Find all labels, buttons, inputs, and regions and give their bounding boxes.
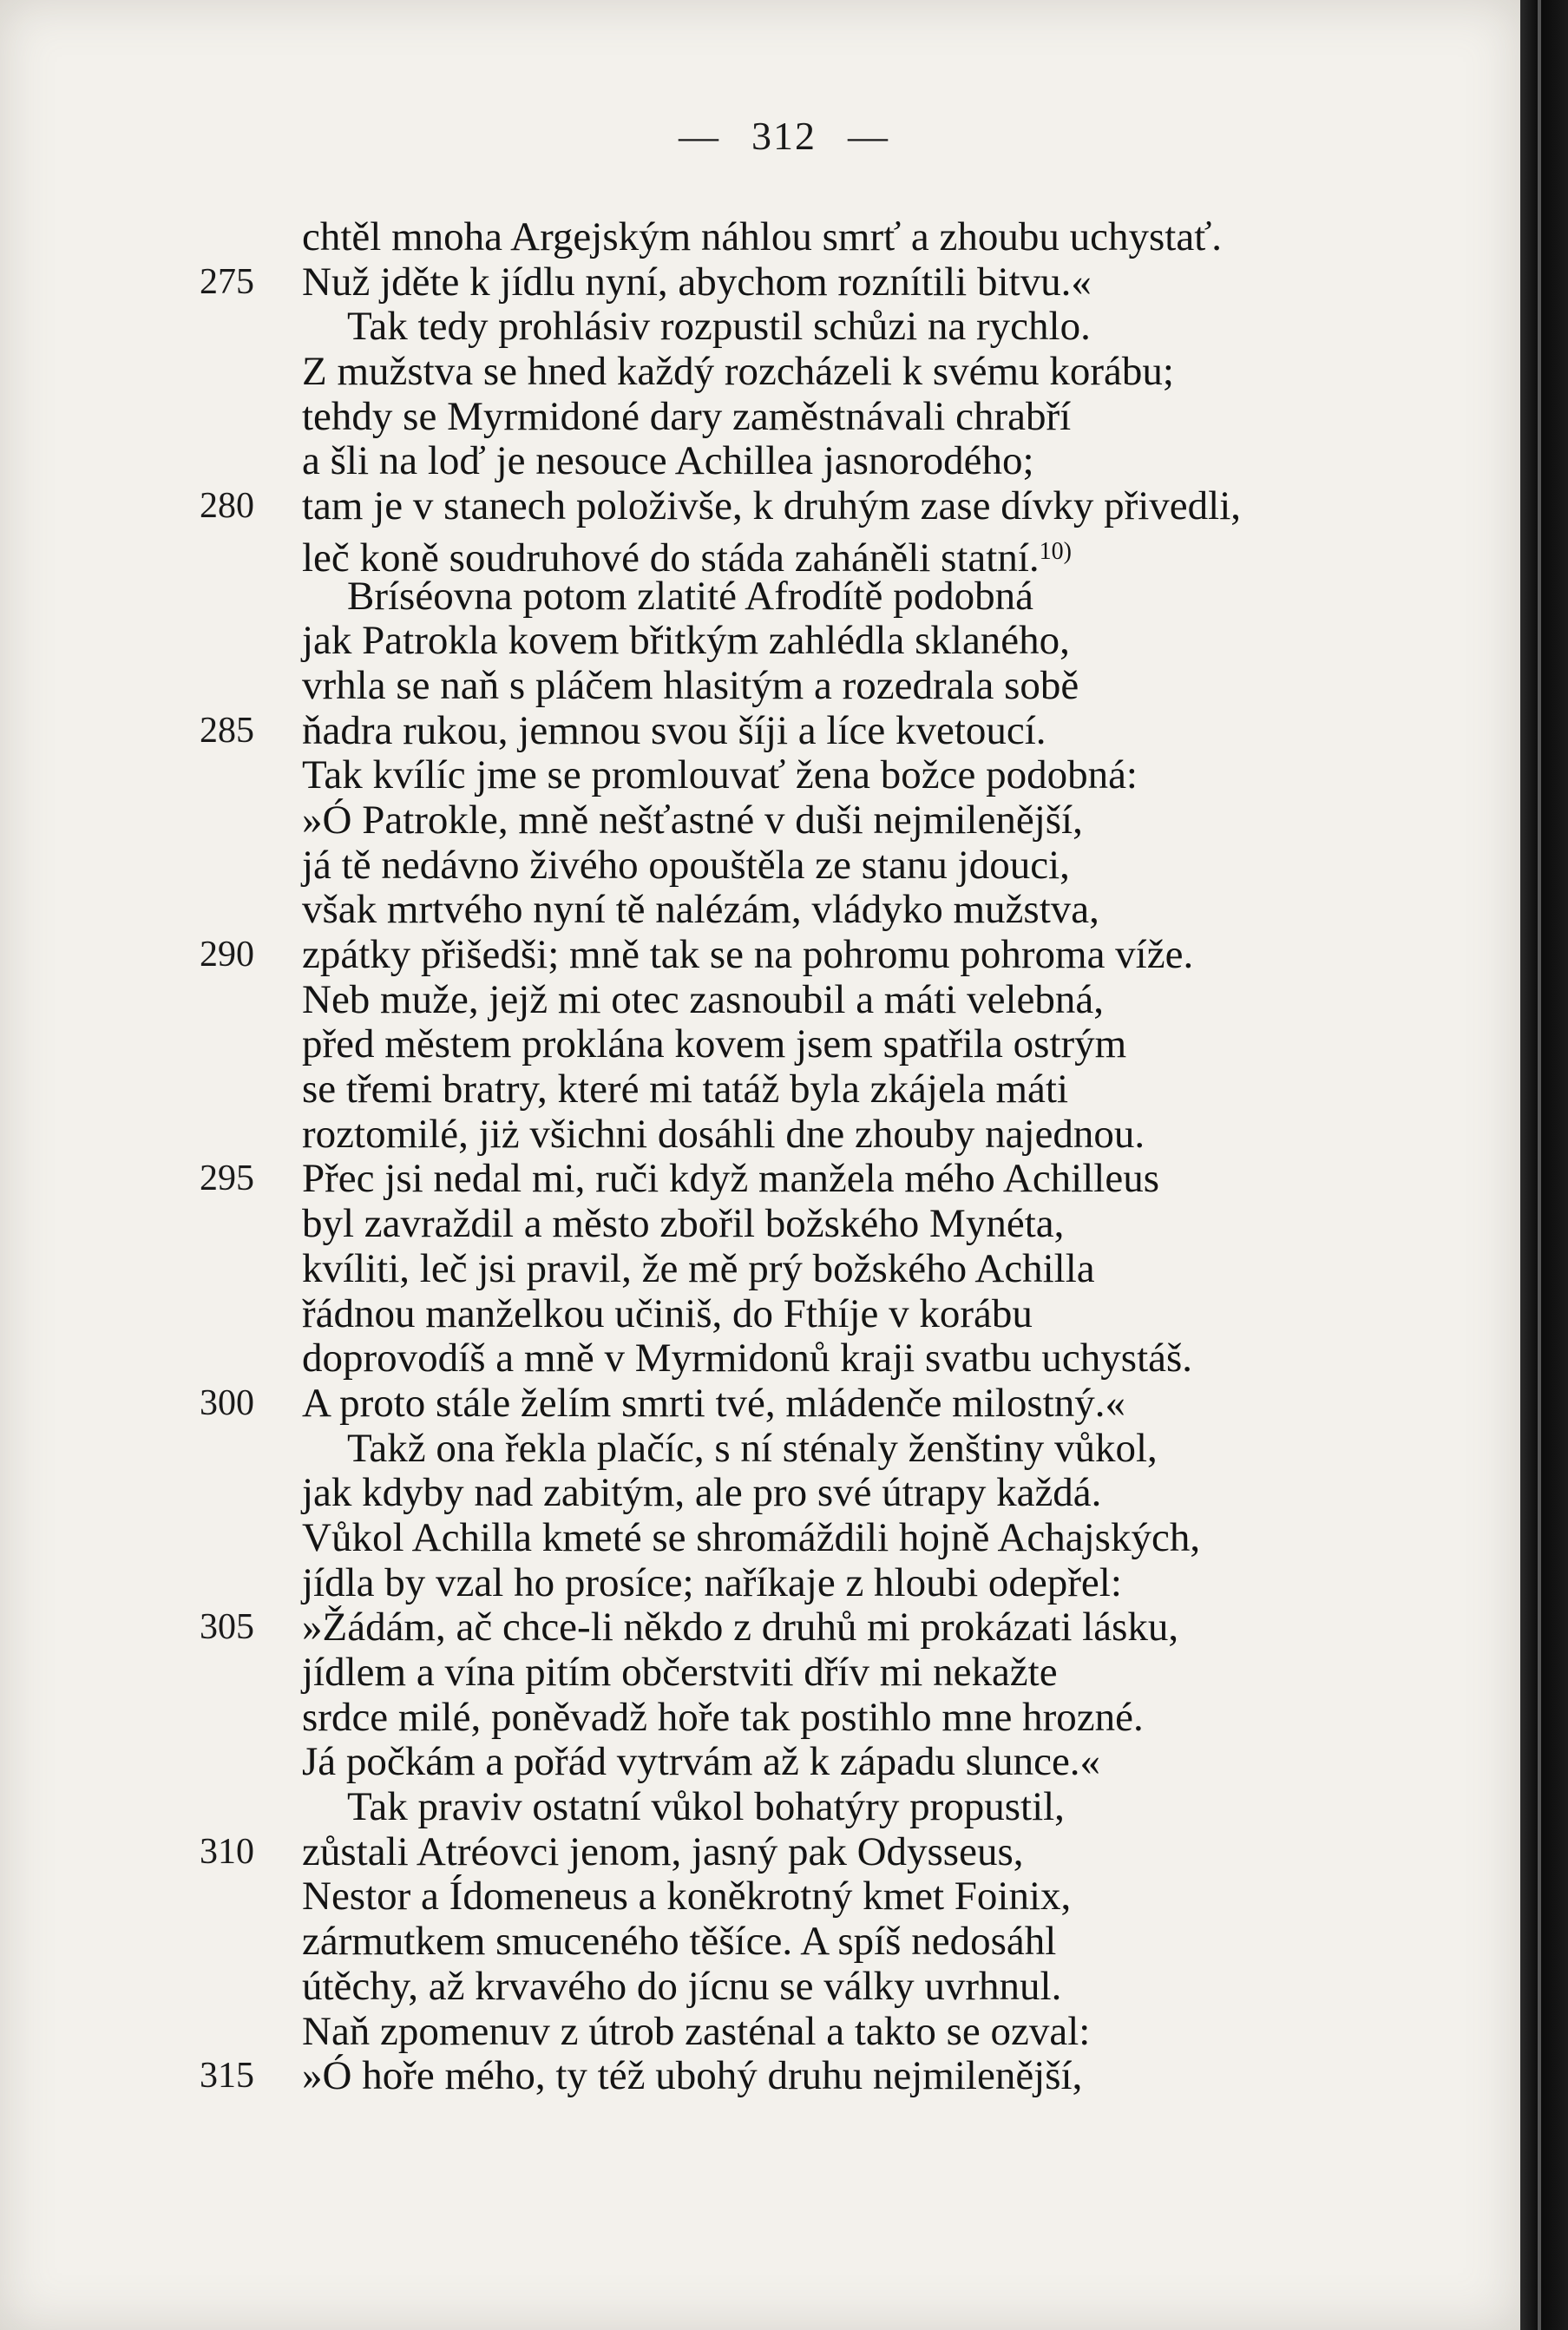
verse-line <box>200 1874 1414 1920</box>
verse-text <box>302 798 1083 843</box>
verse-text <box>302 1605 1178 1651</box>
verse-line <box>200 350 1414 395</box>
verse-text <box>302 1112 1145 1158</box>
verse-text-content: tam je v stanech položivše, k druhým zase dívky přivedli, <box>302 483 1242 529</box>
verse-text <box>302 1382 1125 1427</box>
verse-text <box>347 574 1033 620</box>
verse-line <box>200 1157 1414 1202</box>
verse-text-content: vrhla se naň s pláčem hlasitým a rozedrala sobě <box>302 662 1079 708</box>
dash-right: — <box>848 114 889 158</box>
verse-line <box>200 1785 1414 1830</box>
verse-text-content: chtěl mnoha Argejským náhlou smrť a zhoubu uchystať. <box>302 214 1223 259</box>
verse-text-content: »Ó hoře mého, ty též ubohý druhu nejmilenější, <box>302 2053 1083 2099</box>
verse-line <box>200 260 1414 305</box>
line-number: 285 <box>200 710 254 751</box>
verse-text-content: A proto stále želím smrti tvé, mládenče milostný.« <box>302 1380 1125 1426</box>
verse-text-content: Nestor a Ídomeneus a koněkrotný kmet Foinix, <box>302 1874 1072 1920</box>
verse-text <box>302 1067 1068 1112</box>
verse-text <box>302 1965 1061 2010</box>
dash-left: — <box>679 114 720 158</box>
verse-line <box>200 529 1414 581</box>
verse-line <box>200 1247 1414 1292</box>
verse-text-content: doprovodíš a mně v Myrmidonů kraji svatbu uchystáš. <box>302 1336 1193 1382</box>
verse-text <box>302 1471 1101 1516</box>
verse-line <box>200 1022 1414 1067</box>
verse-text-content: Bríséovna potom zlatité Afrodítě podobná <box>347 573 1033 619</box>
verse-text-content: a šli na loď je nesouce Achillea jasnorodého; <box>302 438 1034 484</box>
verse-line <box>200 305 1414 350</box>
footnote-marker: 10) <box>1039 537 1072 565</box>
verse-text-content: zpátky přišedši; mně tak se na pohromu pohroma víže. <box>302 932 1194 977</box>
verse-text-content: však mrtvého nyní tě nalézám, vládyko mužstva, <box>302 887 1099 933</box>
verse-line <box>200 1830 1414 1875</box>
verse-line <box>200 439 1414 484</box>
verse-text-content: roztomilé, jiż všichni dosáhli dne zhouby najednou. <box>302 1111 1145 1157</box>
verse-line <box>200 1696 1414 1741</box>
verse-text <box>302 664 1079 709</box>
verse-text-content: jídlem a vína pitím občerstviti dřív mi nekažte <box>302 1650 1058 1695</box>
verse-text-content: tehdy se Myrmidoné dary zaměstnávali chrabří <box>302 393 1072 439</box>
verse-text <box>347 1785 1065 1830</box>
scan-edge <box>1520 0 1568 2330</box>
verse-line <box>200 1605 1414 1651</box>
verse-line <box>200 1920 1414 1965</box>
verse-text-content: Vůkol Achilla kmeté se shromáždili hojně Achajských, <box>302 1514 1201 1560</box>
verse-text <box>302 1022 1126 1067</box>
verse-text-content: Z mužstva se hned každý rozcházeli k svému korábu; <box>302 349 1174 395</box>
line-number: 305 <box>200 1607 254 1648</box>
verse-text <box>302 933 1193 978</box>
verse-text <box>302 709 1046 754</box>
verse-text <box>302 215 1222 260</box>
verse-line <box>200 1740 1414 1785</box>
verse-text <box>302 1247 1095 1292</box>
line-number: 300 <box>200 1382 254 1423</box>
verse-text <box>302 619 1070 664</box>
line-number: 280 <box>200 486 254 527</box>
verse-line <box>200 1471 1414 1516</box>
verse-text-content: zármutkem smuceného těšíce. A spíš nedosáhl <box>302 1919 1057 1965</box>
verse-text-content: jídla by vzal ho prosíce; naříkaje z hloubi odepřel: <box>302 1559 1122 1605</box>
verse-text <box>302 1920 1056 1965</box>
verse-text <box>302 978 1104 1023</box>
verse-text-content: jak kdyby nad zabitým, ale pro své útrapy každá. <box>302 1470 1102 1516</box>
verse-text <box>302 1740 1100 1785</box>
verse-text-content: Já počkám a pořád vytrvám až k západu slunce.« <box>302 1739 1101 1785</box>
verse-line <box>200 484 1414 529</box>
verse-line <box>200 843 1414 889</box>
verse-text-content: Neb muže, jejž mi otec zasnoubil a máti velebná, <box>302 976 1104 1022</box>
verse-text <box>302 1651 1058 1696</box>
page-number-value: 312 <box>751 114 817 158</box>
verse-text-content: Takž ona řekla plačíc, s ní sténaly ženštiny vůkol, <box>347 1425 1158 1471</box>
verse-text <box>302 2010 1090 2055</box>
verse-line <box>200 933 1414 978</box>
verse-text <box>302 484 1241 529</box>
verse-line <box>200 1561 1414 1606</box>
verse-text <box>347 305 1091 350</box>
verse-text-content: útěchy, až krvavého do jícnu se války uvrhnul. <box>302 1963 1062 2009</box>
verse-text-content: srdce milé, poněvadž hoře tak postihlo mne hrozné. <box>302 1694 1144 1740</box>
verse-line <box>200 619 1414 664</box>
verse-text <box>302 350 1174 395</box>
verse-line <box>200 2054 1414 2099</box>
verse-text-content: leč koně soudruhové do stáda zaháněli statní. <box>302 535 1040 581</box>
verse-text-content: se třemi bratry, které mi tatáž byla zkájela máti <box>302 1067 1069 1112</box>
line-number: 310 <box>200 1831 254 1872</box>
verse-line <box>200 574 1414 620</box>
verse-line <box>200 215 1414 260</box>
verse-line <box>200 1651 1414 1696</box>
verse-text <box>302 1292 1033 1337</box>
verse-text <box>302 888 1099 933</box>
line-number: 295 <box>200 1158 254 1199</box>
verse-text <box>302 1874 1071 1920</box>
line-number: 290 <box>200 935 254 975</box>
verse-text <box>302 1157 1159 1202</box>
verse-line <box>200 395 1414 440</box>
verse-text-content: Tak praviv ostatní vůkol bohatýry propustil, <box>347 1784 1065 1830</box>
verse-text <box>302 1696 1144 1741</box>
verse-text <box>302 1516 1200 1561</box>
verse-line <box>200 664 1414 709</box>
verse-line <box>200 1067 1414 1112</box>
verse-line <box>200 709 1414 754</box>
verse-text-content: ňadra rukou, jemnou svou šíji a líce kvetoucí. <box>302 707 1046 753</box>
verse-text <box>302 843 1070 889</box>
verse-text-content: Naň zpomenuv z útrob zasténal a takto se ozval: <box>302 2008 1091 2054</box>
verse-text-content: řádnou manželkou učiniš, do Fthíje v korábu <box>302 1290 1033 1336</box>
verse-text-content: Tak kvílíc jme se promlouvať žena božce podobná: <box>302 752 1138 798</box>
verse-line <box>200 798 1414 843</box>
verse-text <box>302 1830 1024 1875</box>
verse-text <box>302 1202 1064 1247</box>
verse-line <box>200 888 1414 933</box>
verse-text-content: zůstali Atréovci jenom, jasný pak Odysseus, <box>302 1828 1024 1874</box>
verse-text <box>302 753 1138 798</box>
verse-text-content: jak Patrokla kovem břitkým zahlédla sklaného, <box>302 618 1070 664</box>
verse-line <box>200 1965 1414 2010</box>
verse-line <box>200 1202 1414 1247</box>
verse-text-content: kvíliti, leč jsi pravil, že mě prý božského Achilla <box>302 1245 1095 1291</box>
verse-text-content: »Žádám, ač chce-li někdo z druhů mi prokázati lásku, <box>302 1605 1179 1651</box>
verse-line <box>200 1292 1414 1337</box>
verse-line <box>200 1516 1414 1561</box>
verse-line <box>200 1427 1414 1472</box>
verse-line <box>200 753 1414 798</box>
verse-text <box>302 1561 1122 1606</box>
verse-line <box>200 2010 1414 2055</box>
verse-text <box>302 395 1071 440</box>
verse-line <box>200 978 1414 1023</box>
verse-text-content: byl zavraždil a město zbořil božského Mynéta, <box>302 1201 1065 1247</box>
verse-text <box>302 260 1092 305</box>
verse-line <box>200 1336 1414 1382</box>
page-number <box>0 113 1568 159</box>
verse-text-content: Přec jsi nedal mi, ruči když manžela mého Achilleus <box>302 1156 1160 1202</box>
line-number: 275 <box>200 261 254 302</box>
verse-text <box>302 439 1034 484</box>
verse-block <box>200 215 1414 2099</box>
verse-text-content: před městem proklána kovem jsem spatřila ostrým <box>302 1021 1127 1067</box>
verse-text-content: já tě nedávno živého opouštěla ze stanu jdouci, <box>302 842 1070 888</box>
verse-line <box>200 1382 1414 1427</box>
line-number: 315 <box>200 2056 254 2097</box>
verse-text-content: Tak tedy prohlásiv rozpustil schůzi na rychlo. <box>347 304 1091 350</box>
verse-line <box>200 1112 1414 1158</box>
verse-text <box>302 1336 1192 1382</box>
verse-text <box>302 2054 1082 2099</box>
verse-text-content: Nuž jděte k jídlu nyní, abychom roznítili bitvu.« <box>302 259 1092 305</box>
verse-text-content: »Ó Patrokle, mně nešťastné v duši nejmilenější, <box>302 797 1083 843</box>
verse-text <box>347 1427 1158 1472</box>
